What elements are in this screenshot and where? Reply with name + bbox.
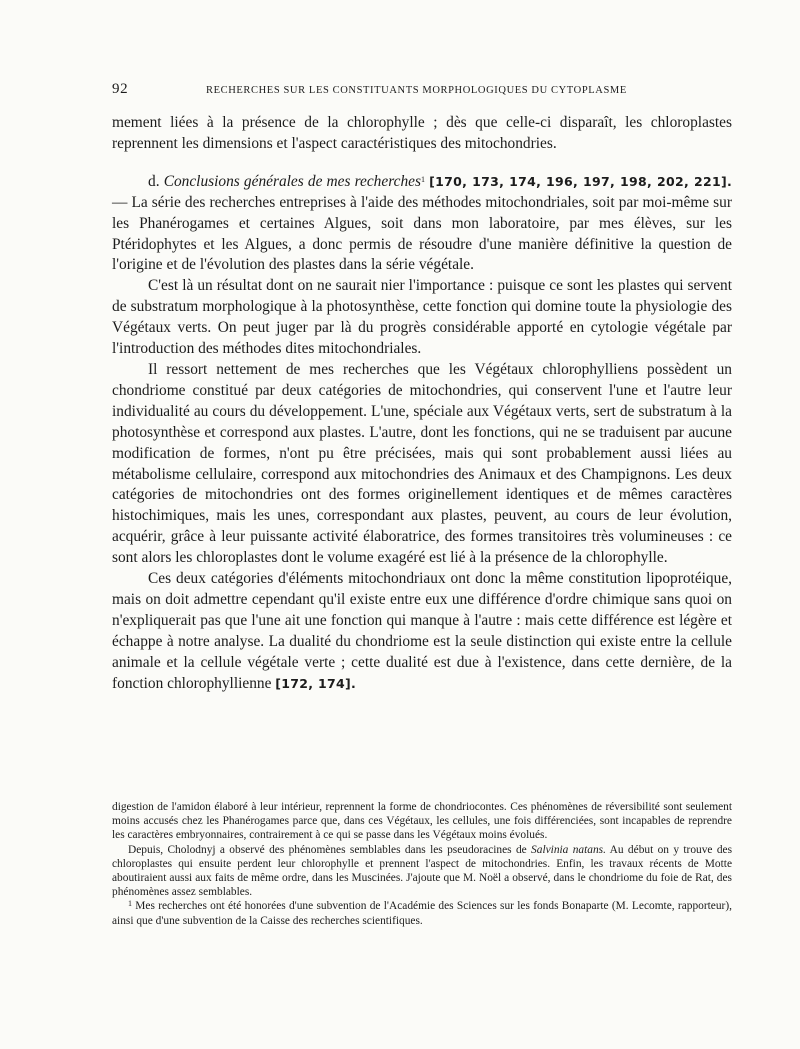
references-2: [172, 174].: [275, 675, 357, 691]
footnote-1-text: Mes recherches ont été honorées d'une subvention de l'Académie des Sciences sur les fonds Bonaparte (M. Lecomte, rapporteur), ainsi que d'une subvention de la Caisse des recherches scientifiques.: [112, 900, 732, 927]
page-body: [112, 78, 732, 694]
paragraph-4: [112, 569, 732, 694]
page-header: [112, 78, 732, 102]
section-label: d.: [148, 172, 160, 190]
paragraph-1-text: — La série des recherches entreprises à l'aide des méthodes mitochondriales, soit par moi-même sur les Phanérogames et certaines Algues, soit dans mon laboratoire, par mes élèves, sur les Ptéridophytes et les Algues, a donc permis de résoudre d'une manière définitive la question de l'origine et de l'évolution des plastes dans la série végétale.: [112, 193, 732, 274]
footnote-1: [112, 899, 732, 927]
page-number: 92: [112, 81, 129, 97]
running-title: RECHERCHES SUR LES CONSTITUANTS MORPHOLOGIQUES DU CYTOPLASME: [206, 85, 627, 96]
footnote-cholodnyj: [112, 843, 732, 900]
paragraph-continuation: mement liées à la présence de la chlorophylle ; dès que celle-ci disparaît, les chloroplastes reprennent les dimensions et l'aspect caractéristiques des mitochondries.: [112, 114, 732, 152]
footnote-continuation: digestion de l'amidon élaboré à leur intérieur, reprennent la forme de chondriocontes. Ces phénomènes de réversibilité sont seulement moins accusés chez les Phanérogames parce que, dans ces Végétaux, les cellules, une fois différenciées, sont incapables de reprendre les caractères embryonnaires, contrairement à ce qui se passe dans les Végétaux moins évolués.: [112, 801, 732, 842]
footnotes: [112, 800, 732, 928]
footnote-2-text-b: Au début on y trouve des chloroplastes qui ensuite perdent leur chlorophylle et prennent l'aspect de mitochondries. Enfin, les travaux récents de Motte aboutiraient aussi aux faits de même ordre, dans les Muscinées. J'ajoute que M. Noël a observé, dans le chondriome du foie de Rat, des phénomènes assez semblables.: [112, 843, 732, 899]
section-conclusions: [112, 172, 732, 277]
main-text: [112, 113, 732, 694]
paragraph-3: Il ressort nettement de mes recherches que les Végétaux chlorophylliens possèdent un chondriome constitué par deux catégories de mitochondries, qui conservent l'une et l'autre leur individualité au cours du développement. L'une, spéciale aux Végétaux verts, sert de substratum à la photosynthèse et correspond aux plastes. L'autre, dont les fonctions, qui ne se traduisent par aucune modification de formes, n'ont pu être précisées, mais qui sont probablement aussi liées au métabolisme cellulaire, correspond aux mitochondries des Animaux et des Champignons. Les deux catégories de mitochondries ont des formes originellement identiques et de mêmes caractères histochimiques, mais les unes, correspondant aux plastes, peuvent, au cours de leur évolution, acquérir, grâce à leur puissante activité élaboratrice, des formes transitoires très volumineuses : ce sont alors les chloroplastes dont le volume exagéré est lié à la présence de la chlorophylle.: [112, 360, 732, 567]
species-name: Salvinia natans.: [531, 843, 606, 856]
references-1: [170, 173, 174, 196, 197, 198, 202, 221].: [429, 173, 733, 189]
footnote-2-text-a: Depuis, Cholodnyj a observé des phénomènes semblables dans les pseudoracines de: [128, 843, 532, 856]
paragraph-4-text: Ces deux catégories d'éléments mitochondriaux ont donc la même constitution lipoprotéique, mais on doit admettre cependant qu'il existe entre eux une différence d'ordre chimique sans quoi on n'expliquerait pas que l'une ait une fonction qui manque à l'autre : mais cette différence est légère et échappe à notre analyse. La dualité du chondriome est la seule distinction qui existe entre la cellule animale et la cellule végétale verte ; cette dualité est due à l'existence, dans cette dernière, de la fonction chlorophyllienne: [112, 570, 732, 692]
paragraph-2: C'est là un résultat dont on ne saurait nier l'importance : puisque ce sont les plastes qui servent de substratum morphologique à la photosynthèse, cette fonction qui domine toute la physiologie des Végétaux verts. On peut juger par là du progrès considérable apporté en cytologie végétale par l'introduction des méthodes dites mitochondriales.: [112, 277, 732, 358]
footnote-1-marker: 1: [128, 899, 132, 909]
section-title: Conclusions générales de mes recherches: [163, 172, 421, 190]
footnote-marker: 1: [420, 174, 425, 184]
